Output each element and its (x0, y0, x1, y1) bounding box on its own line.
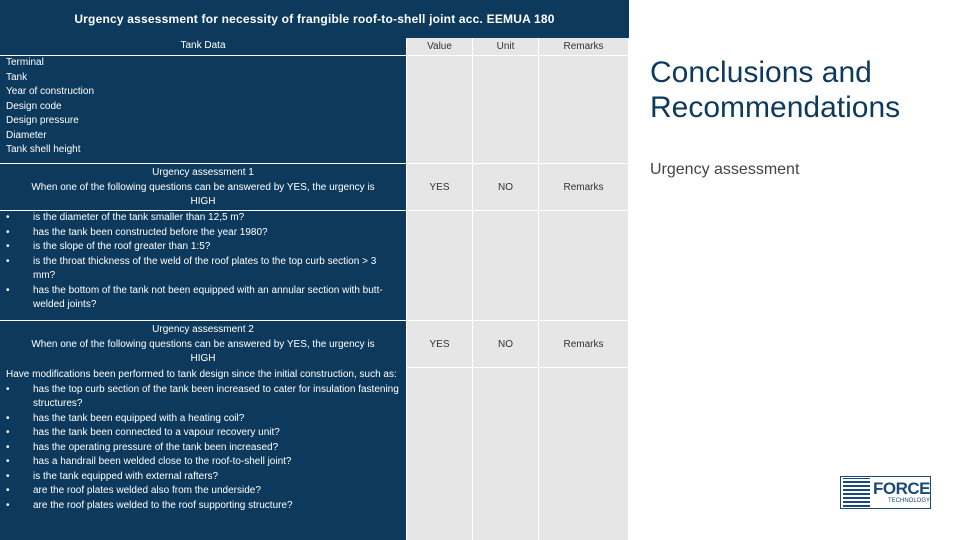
ua2-question: • has the tank been equipped with a heating coil? (6, 412, 400, 427)
table-header-row (0, 38, 629, 56)
ua2-question: • has a handrail been welded close to the roof-to-shell joint? (6, 455, 400, 470)
field-terminal: Terminal (6, 57, 44, 68)
ua2-level: HIGH (190, 353, 216, 364)
value-header: Value (407, 38, 473, 56)
tank-data-header: Tank Data (0, 38, 407, 56)
field-diameter: Diameter (6, 129, 47, 141)
ua2-intro: Have modifications been performed to tank design since the initial construction, such as: (6, 369, 397, 380)
unit-header: Unit (473, 38, 539, 56)
tank-fields (0, 56, 407, 164)
logo-name: FORCE (873, 479, 930, 498)
ua2-question: • are the roof plates welded also from the underside? (6, 484, 400, 499)
ua2-question: • has the top curb section of the tank been increased to cater for insulation fastening structures? (6, 383, 400, 412)
ua2-questions (0, 368, 407, 540)
ua1-question: • is the diameter of the tank smaller than 12,5 m? (6, 211, 400, 226)
ua2-yes-label: YES (407, 321, 473, 368)
ua1-title: Urgency assessment 1 (152, 167, 254, 178)
ua2-question: • is the tank equipped with external rafters? (6, 470, 400, 485)
globe-icon (843, 478, 870, 507)
ua2-desc: When one of the following questions can be answered by YES, the urgency is (31, 338, 375, 350)
ua1-yes-cell[interactable] (407, 211, 473, 321)
ua1-question: • is the throat thickness of the weld of the roof plates to the top curb section > 3 mm? (6, 255, 400, 284)
ua2-question: • has the tank been connected to a vapour recovery unit? (6, 426, 400, 441)
ua2-question: • has the operating pressure of the tank been increased? (6, 441, 400, 456)
ua2-question: • are the roof plates welded to the roof supporting structure? (6, 499, 400, 514)
ua1-header-row (0, 164, 629, 211)
ua1-header (0, 164, 407, 211)
ua1-yes-label: YES (407, 164, 473, 211)
field-design-code: Design code (6, 100, 62, 112)
ua1-no-cell[interactable] (473, 211, 539, 321)
tank-unit-cell[interactable] (473, 56, 539, 164)
ua1-questions (0, 211, 407, 321)
ua2-questions-row (0, 368, 629, 540)
ua2-remarks-cell[interactable] (539, 368, 628, 540)
ua1-question: • has the bottom of the tank not been equipped with an annular section with butt-welded joints? (6, 284, 400, 313)
ua2-yes-cell[interactable] (407, 368, 473, 540)
field-tank: Tank (6, 71, 28, 83)
slide-heading (650, 55, 900, 125)
ua1-question: • is the slope of the roof greater than 1:5? (6, 240, 400, 255)
heading-line-1: Conclusions and (650, 56, 872, 89)
tank-data-row (0, 56, 629, 164)
ua1-desc: When one of the following questions can be answered by YES, the urgency is (31, 181, 375, 193)
field-year-of-construction: Year of construction (6, 86, 95, 97)
ua2-header (0, 321, 407, 368)
ua1-question: • has the tank been constructed before the year 1980? (6, 226, 400, 241)
ua1-remarks-label: Remarks (539, 164, 628, 211)
ua1-question-list (6, 211, 400, 313)
ua1-remarks-cell[interactable] (539, 211, 628, 321)
slide-subheading: Urgency assessment (650, 161, 800, 178)
logo-tagline: TECHNOLOGY (887, 498, 930, 504)
ua2-title: Urgency assessment 2 (152, 324, 254, 335)
field-design-pressure: Design pressure (6, 115, 79, 126)
tank-value-cell[interactable] (407, 56, 473, 164)
tank-remarks-cell[interactable] (539, 56, 628, 164)
ua1-level: HIGH (190, 196, 216, 207)
heading-line-2: Recommendations (650, 91, 901, 124)
force-technology-logo (840, 476, 931, 509)
ua1-no-label: NO (473, 164, 539, 211)
ua2-header-row (0, 321, 629, 368)
ua2-no-cell[interactable] (473, 368, 539, 540)
slide-heading-block (650, 55, 900, 179)
ua1-questions-row (0, 211, 629, 321)
table-title: Urgency assessment for necessity of frangible roof-to-shell joint acc. EEMUA 180 (0, 0, 629, 38)
ua2-question-list (6, 383, 400, 514)
ua2-remarks-label: Remarks (539, 321, 628, 368)
field-tank-shell-height: Tank shell height (6, 144, 81, 155)
remarks-header: Remarks (539, 38, 628, 56)
ua2-no-label: NO (473, 321, 539, 368)
